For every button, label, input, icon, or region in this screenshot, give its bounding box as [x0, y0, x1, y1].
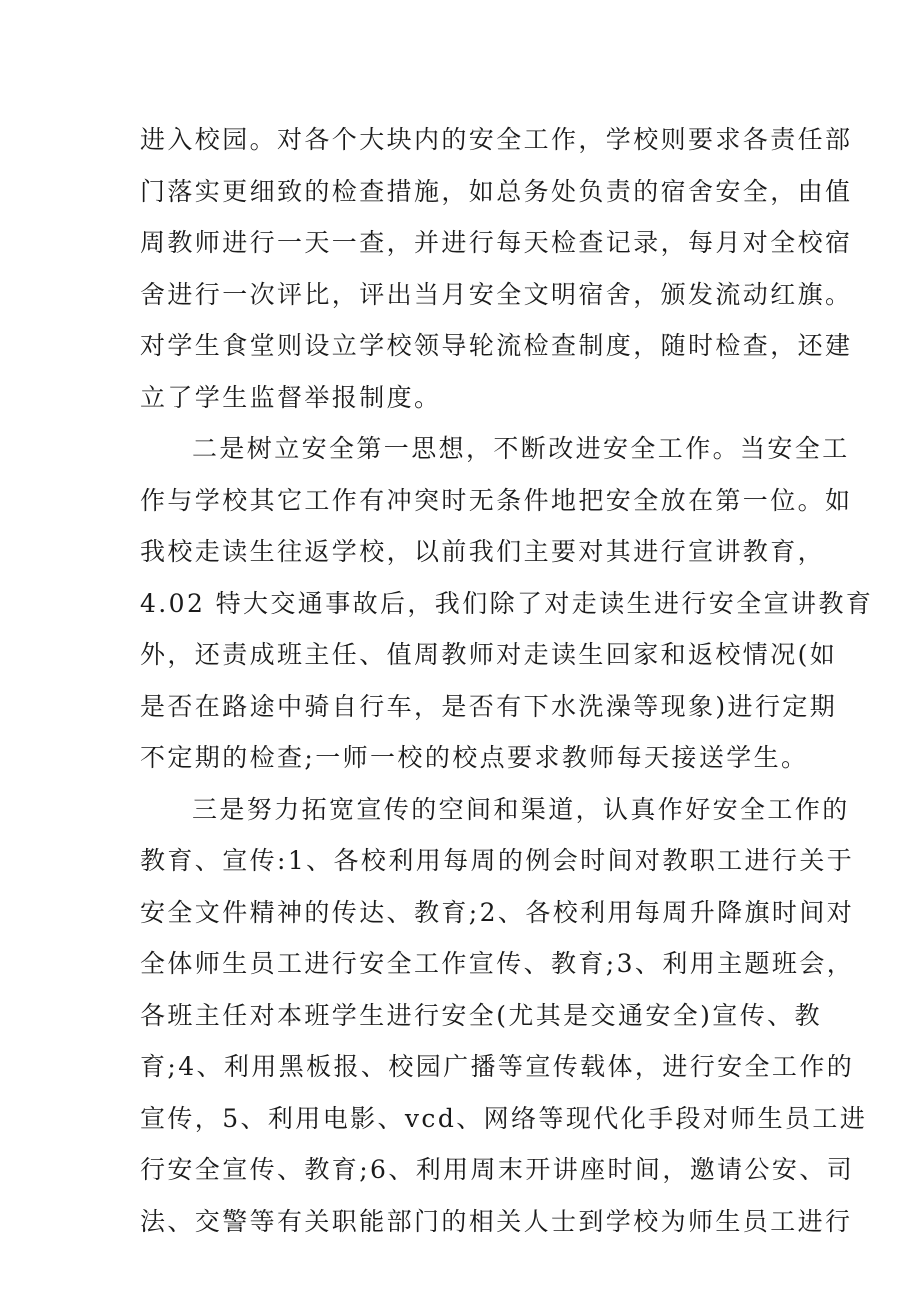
text-line: 立了学生监督举报制度。	[140, 382, 442, 412]
paragraph-first-line: 三是努力拓宽宣传的空间和渠道，认真作好安全工作的	[192, 794, 850, 824]
text-line: 是否在路途中骑自行车，是否有下水洗澡等现象)进行定期	[140, 691, 838, 721]
text-line: 教育、宣传:1、各校利用每周的例会时间对教职工进行关于	[140, 846, 855, 875]
text-line: 各班主任对本班学生进行安全(尤其是交通安全)宣传、教	[140, 1000, 822, 1030]
text-line: 周教师进行一天一查，并进行每天检查记录，每月对全校宿	[140, 228, 853, 257]
text-line: 不定期的检查;一师一校的校点要求教师每天接送学生。	[140, 743, 809, 772]
paragraph-first-line: 二是树立安全第一思想，不断改进安全工作。当安全工	[192, 434, 850, 463]
text-line: 门落实更细致的检查措施，如总务处负责的宿舍安全，由值	[140, 176, 853, 206]
text-line: 宣传，5、利用电影、vcd、网络等现代化手段对师生员工进	[140, 1103, 868, 1133]
text-line: 作与学校其它工作有冲突时无条件地把安全放在第一位。如	[140, 485, 853, 515]
text-line: 舍进行一次评比，评出当月安全文明宿舍，颁发流动红旗。	[140, 279, 853, 309]
text-line: 4.02 特大交通事故后，我们除了对走读生进行安全宣讲教育	[140, 588, 874, 618]
text-line: 外，还责成班主任、值周教师对走读生回家和返校情况(如	[140, 640, 838, 669]
text-line: 育;4、利用黑板报、校园广播等宣传载体，进行安全工作的	[140, 1052, 855, 1081]
text-line: 行安全宣传、教育;6、利用周末开讲座时间，邀请公安、司	[140, 1155, 855, 1184]
document-body	[140, 114, 874, 1247]
text-line: 全体师生员工进行安全工作宣传、教育;3、利用主题班会，	[140, 949, 855, 978]
text-line: 法、交警等有关职能部门的相关人士到学校为师生员工进行	[140, 1206, 853, 1236]
text-line: 我校走读生往返学校，以前我们主要对其进行宣讲教育，	[140, 537, 826, 566]
text-line: 进入校园。对各个大块内的安全工作，学校则要求各责任部	[140, 125, 853, 154]
text-line: 对学生食堂则设立学校领导轮流检查制度，随时检查，还建	[140, 331, 853, 360]
text-line: 安全文件精神的传达、教育;2、各校利用每周升降旗时间对	[140, 897, 855, 927]
